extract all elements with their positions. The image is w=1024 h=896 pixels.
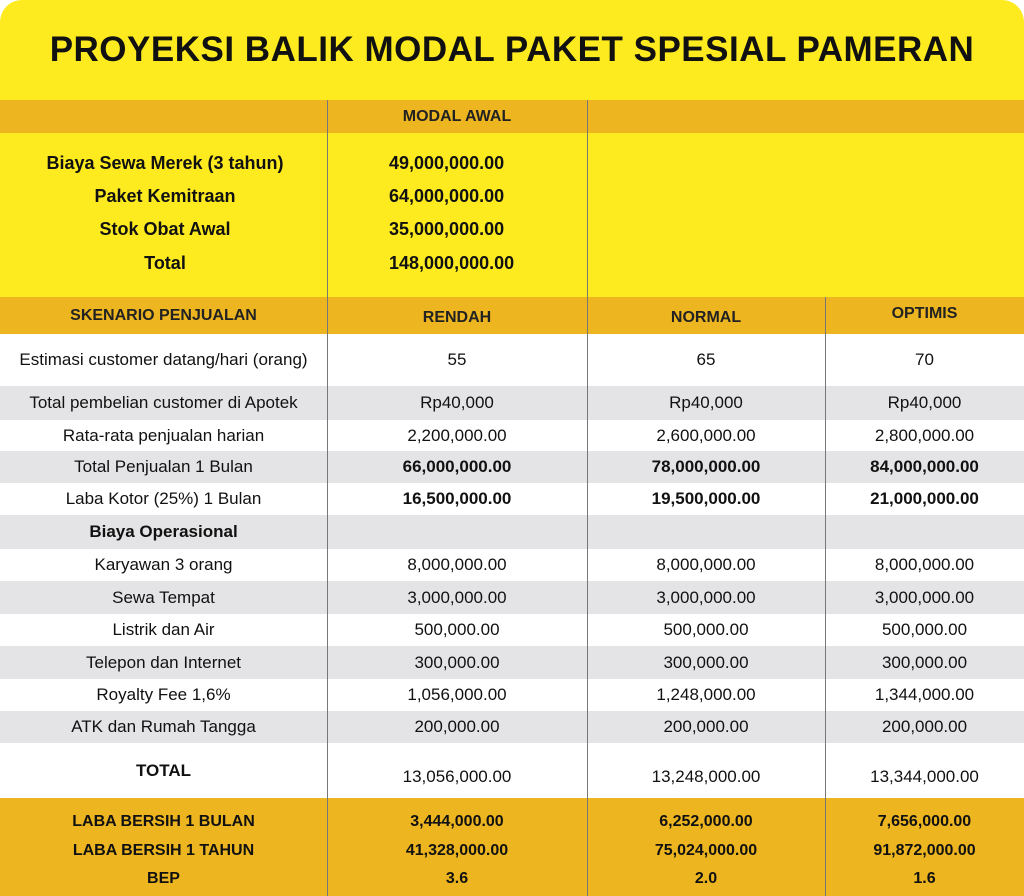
modal-item-value: 49,000,000.00: [389, 153, 505, 173]
row-value-normal: 300,000.00: [663, 652, 749, 672]
total-value-optimis: 13,344,000.00: [870, 767, 979, 786]
total-value-rendah: 13,056,000.00: [402, 767, 512, 786]
row-value-normal: 200,000.00: [663, 717, 749, 736]
row-value-normal: 500,000.00: [663, 620, 749, 639]
row-value-rendah: 200,000.00: [414, 717, 500, 736]
row-value-rendah: 16,500,000.00: [402, 489, 512, 508]
summary-value-normal: 75,024,000.00: [654, 842, 758, 859]
row-label: ATK dan Rumah Tangga: [71, 717, 256, 736]
modal-total-label: Total: [144, 253, 186, 273]
summary-value-optimis: 91,872,000.00: [873, 842, 976, 859]
summary-value-optimis: 7,656,000.00: [877, 813, 972, 830]
row-label: Total pembelian customer di Apotek: [29, 393, 298, 412]
modal-item-value: 64,000,000.00: [389, 186, 505, 206]
row-value-rendah: 500,000.00: [414, 620, 500, 639]
row-label: Laba Kotor (25%) 1 Bulan: [65, 489, 262, 508]
operational-cost-subheader: Biaya Operasional: [89, 522, 238, 541]
total-value-normal: 13,248,000.00: [651, 767, 761, 786]
total-label: TOTAL: [135, 761, 192, 780]
row-value-optimis: 300,000.00: [881, 652, 968, 672]
summary-value-rendah: 3,444,000.00: [410, 813, 504, 830]
row-value-normal: 65: [696, 350, 716, 369]
modal-item-label: Stok Obat Awal: [99, 219, 231, 239]
row-value-optimis: 3,000,000.00: [874, 587, 975, 607]
column-header-rendah: RENDAH: [422, 308, 492, 326]
row-value-rendah: 8,000,000.00: [407, 555, 507, 574]
row-value-optimis: 2,800,000.00: [874, 425, 975, 445]
row-value-normal: 1,248,000.00: [656, 685, 756, 704]
row-label: Karyawan 3 orang: [94, 555, 233, 574]
row-value-normal: 2,600,000.00: [656, 425, 756, 445]
row-value-rendah: 55: [447, 350, 467, 369]
row-value-rendah: 66,000,000.00: [402, 457, 512, 476]
row-value-normal: Rp40,000: [669, 393, 743, 412]
bep-value-normal: 2.0: [694, 870, 718, 887]
row-value-rendah: 2,200,000.00: [407, 425, 507, 445]
modal-total-value: 148,000,000.00: [389, 253, 515, 273]
row-value-optimis: 500,000.00: [881, 620, 968, 639]
column-header-optimis: OPTIMIS: [891, 305, 958, 322]
summary-label: LABA BERSIH 1 TAHUN: [72, 842, 255, 859]
row-label: Estimasi customer datang/hari (orang): [19, 350, 308, 369]
row-value-optimis: 21,000,000.00: [870, 489, 979, 508]
row-value-optimis: 84,000,000.00: [870, 457, 979, 476]
page-title: PROYEKSI BALIK MODAL PAKET SPESIAL PAMERAN: [49, 30, 975, 69]
row-value-optimis: 1,344,000.00: [874, 685, 975, 704]
bep-label: BEP: [147, 870, 180, 887]
modal-item-label: Biaya Sewa Merek (3 tahun): [46, 153, 284, 173]
row-value-optimis: 70: [915, 350, 934, 369]
row-value-normal: 19,500,000.00: [651, 489, 761, 508]
column-header-normal: NORMAL: [670, 308, 742, 326]
modal-item-value: 35,000,000.00: [389, 219, 505, 239]
row-label: Total Penjualan 1 Bulan: [74, 457, 253, 476]
row-value-optimis: 200,000.00: [881, 717, 968, 736]
modal-item-label: Paket Kemitraan: [94, 186, 236, 206]
row-value-rendah: 1,056,000.00: [407, 685, 507, 704]
bep-value-optimis: 1.6: [913, 870, 936, 887]
row-value-normal: 3,000,000.00: [656, 587, 756, 607]
row-value-optimis: Rp40,000: [887, 393, 962, 412]
row-label: Sewa Tempat: [112, 587, 215, 607]
row-value-normal: 78,000,000.00: [651, 457, 761, 476]
row-value-normal: 8,000,000.00: [656, 555, 756, 574]
row-value-rendah: 300,000.00: [414, 652, 500, 672]
row-label: Telepon dan Internet: [85, 652, 241, 672]
bep-value-rendah: 3.6: [445, 870, 469, 887]
row-value-optimis: 8,000,000.00: [874, 555, 975, 574]
row-value-rendah: 3,000,000.00: [407, 587, 507, 607]
row-label: Royalty Fee 1,6%: [96, 685, 231, 704]
scenario-header: SKENARIO PENJUALAN: [70, 306, 257, 324]
row-value-rendah: Rp40,000: [420, 393, 494, 412]
summary-value-normal: 6,252,000.00: [659, 813, 753, 830]
summary-value-rendah: 41,328,000.00: [405, 842, 509, 859]
summary-label: LABA BERSIH 1 BULAN: [72, 813, 255, 830]
row-label: Rata-rata penjualan harian: [62, 425, 265, 445]
modal-awal-header: MODAL AWAL: [402, 107, 512, 125]
row-label: Listrik dan Air: [112, 620, 215, 639]
